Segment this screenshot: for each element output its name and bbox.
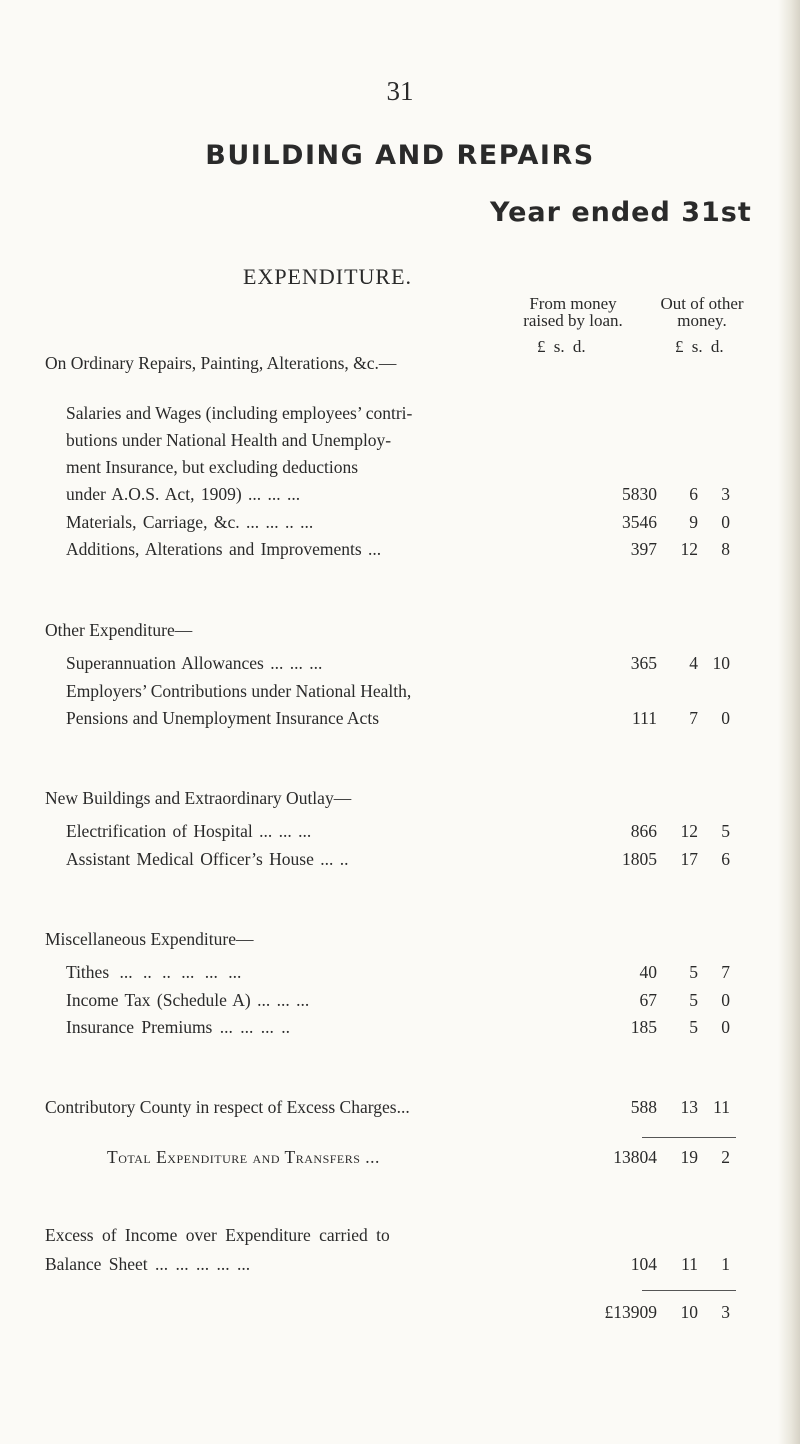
contributory-label: Contributory County in respect of Excess Charges... (45, 1097, 410, 1117)
page-edge-shadow (778, 0, 800, 1444)
employers-pence: 0 (721, 708, 730, 728)
section-title: EXPENDITURE. (243, 264, 413, 289)
column-header-loan-line2: raised by loan. (523, 311, 623, 330)
materials-label: Materials, Carriage, &c. ... ... .. ... (66, 512, 314, 532)
income-tax-pounds: 67 (639, 990, 657, 1010)
total-pounds: 13804 (613, 1147, 657, 1167)
additions-label: Additions, Alterations and Improvements ... (66, 539, 382, 559)
tithes-pounds: 40 (639, 962, 657, 982)
salaries-line3: ment Insurance, but excluding deductions (66, 457, 359, 477)
grand-total-shillings: 10 (680, 1302, 698, 1322)
superannuation-label: Superannuation Allowances ... ... ... (66, 653, 323, 673)
superannuation-pounds: 365 (630, 653, 657, 673)
salaries-line1: Salaries and Wages (including employees’ contri- (66, 403, 413, 423)
salaries-pounds: 5830 (622, 484, 657, 504)
contributory-pence: 11 (713, 1097, 730, 1117)
contributory-pounds: 588 (630, 1097, 657, 1117)
additions-pence: 8 (721, 539, 730, 559)
additions-pounds: 397 (630, 539, 657, 559)
materials-pence: 0 (721, 512, 730, 532)
salaries-line2: butions under National Health and Unemploy- (66, 430, 392, 450)
grand-total-pounds: £13909 (604, 1302, 657, 1322)
employers-line2: Pensions and Unemployment Insurance Acts (66, 708, 380, 728)
total-label: Total Expenditure and Transfers ... (107, 1147, 380, 1167)
excess-shillings: 11 (681, 1254, 698, 1274)
employers-line1: Employers’ Contributions under National Health, (66, 681, 412, 701)
superannuation-pence: 10 (712, 653, 730, 673)
superannuation-shillings: 4 (689, 653, 698, 673)
column-header-loan-line1: From money (529, 294, 617, 313)
total-shillings: 19 (680, 1147, 698, 1167)
excess-pounds: 104 (630, 1254, 657, 1274)
column-units-other: £ s. d. (675, 337, 724, 356)
grand-total-pence: 3 (721, 1302, 730, 1322)
excess-line2: Balance Sheet ... ... ... ... ... (45, 1254, 251, 1274)
electrification-shillings: 12 (680, 821, 698, 841)
grand-total-rule (642, 1290, 736, 1291)
ordinary-repairs-heading: On Ordinary Repairs, Painting, Alterations, &c.— (45, 353, 397, 373)
excess-line1: Excess of Income over Expenditure carried to (45, 1225, 390, 1245)
employers-pounds: 111 (632, 708, 657, 728)
excess-pence: 1 (721, 1254, 730, 1274)
column-header-other-line2: money. (677, 311, 727, 330)
assistant-house-label: Assistant Medical Officer’s House ... .. (66, 849, 349, 869)
employers-shillings: 7 (689, 708, 698, 728)
income-tax-shillings: 5 (689, 990, 698, 1010)
column-header-other-line1: Out of other (660, 294, 744, 313)
new-buildings-heading: New Buildings and Extraordinary Outlay— (45, 788, 352, 808)
assistant-house-pence: 6 (721, 849, 730, 869)
electrification-pounds: 866 (630, 821, 657, 841)
total-pence: 2 (721, 1147, 730, 1167)
insurance-pence: 0 (721, 1017, 730, 1037)
contributory-shillings: 13 (680, 1097, 698, 1117)
salaries-line4: under A.O.S. Act, 1909) ... ... ... (66, 484, 301, 504)
insurance-shillings: 5 (689, 1017, 698, 1037)
subtotal-rule (642, 1137, 736, 1138)
assistant-house-shillings: 17 (680, 849, 698, 869)
income-tax-label: Income Tax (Schedule A) ... ... ... (66, 990, 310, 1010)
salaries-pence: 3 (721, 484, 730, 504)
salaries-shillings: 6 (689, 484, 698, 504)
column-units-loan: £ s. d. (537, 337, 586, 356)
income-tax-pence: 0 (721, 990, 730, 1010)
page-heading: BUILDING AND REPAIRS (205, 140, 595, 171)
electrification-label: Electrification of Hospital ... ... ... (66, 821, 312, 841)
assistant-house-pounds: 1805 (622, 849, 657, 869)
page-number: 31 (386, 76, 414, 106)
tithes-pence: 7 (721, 962, 730, 982)
column-header-loan (508, 295, 638, 329)
materials-pounds: 3546 (622, 512, 657, 532)
tithes-shillings: 5 (689, 962, 698, 982)
insurance-pounds: 185 (630, 1017, 657, 1037)
page-subheading: Year ended 31st (490, 197, 752, 228)
materials-shillings: 9 (689, 512, 698, 532)
tithes-label: Tithes ... .. .. ... ... ... (66, 962, 242, 982)
electrification-pence: 5 (721, 821, 730, 841)
insurance-label: Insurance Premiums ... ... ... .. (66, 1017, 290, 1037)
miscellaneous-heading: Miscellaneous Expenditure— (45, 929, 254, 949)
additions-shillings: 12 (680, 539, 698, 559)
other-expenditure-heading: Other Expenditure— (45, 620, 193, 640)
column-header-other (642, 295, 762, 329)
